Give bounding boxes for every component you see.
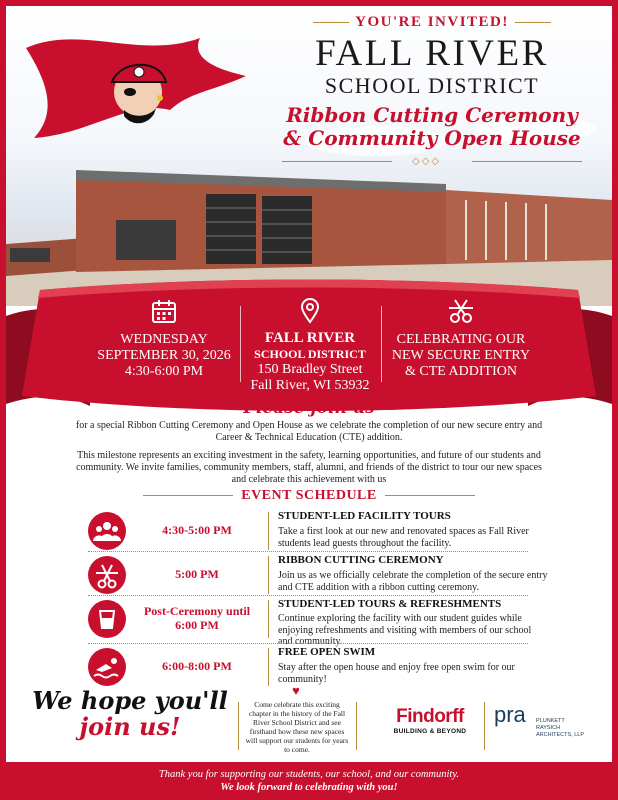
- heart-icon: ♥: [292, 683, 300, 698]
- bottom-divider: [356, 702, 357, 750]
- schedule-row: [88, 598, 532, 647]
- event-schedule-title: EVENT SCHEDULE: [241, 488, 377, 503]
- map-pin-icon: [300, 298, 320, 324]
- pra-tagline: PLUNKETT RAYSICH ARCHITECTS, LLP: [536, 718, 584, 738]
- district-name: FALL RIVER: [315, 33, 549, 74]
- cup-icon: [88, 600, 126, 638]
- findorff-logo: [384, 706, 476, 735]
- schedule-heading: STUDENT-LED TOURS & REFRESHMENTS: [278, 598, 502, 610]
- location-subname: SCHOOL DISTRICT: [254, 347, 366, 361]
- findorff-tagline: BUILDING & BEYOND: [393, 728, 467, 735]
- invited-label: YOU'RE INVITED!: [355, 14, 509, 30]
- ribbon-scissors-icon: [447, 298, 475, 324]
- location-city: Fall River, WI 53932: [250, 378, 370, 394]
- bottom-divider: [238, 702, 239, 750]
- celebrating-line3: & CTE ADDITION: [405, 364, 517, 380]
- schedule-time: 6:00-8:00 PM: [162, 659, 232, 674]
- schedule-desc: Take a first look at our new and renovated spaces as Fall River students lead guests throughout the facility.: [278, 526, 529, 549]
- pra-name: pra: [494, 702, 526, 727]
- schedule-row: [88, 554, 548, 600]
- celebrating-line2: NEW SECURE ENTRY: [391, 348, 531, 364]
- location-street: 150 Bradley Street: [257, 362, 363, 377]
- schedule-row: [88, 510, 528, 556]
- district-subname: SCHOOL DISTRICT: [324, 73, 540, 98]
- intro-text: [70, 420, 548, 486]
- calendar-icon: [151, 298, 177, 324]
- intro-paragraph-1: for a special Ribbon Cutting Ceremony and Open House as we celebrate the completion of our new secure entry and Career & Technical Education (CTE) addition.: [75, 420, 543, 443]
- swimmer-icon: [88, 648, 126, 686]
- location-name: FALL RIVER: [264, 330, 356, 346]
- dotted-divider: [88, 551, 528, 552]
- dotted-divider: [88, 643, 528, 644]
- event-title-line2: & Community Open House: [283, 126, 581, 151]
- dotted-divider: [88, 595, 528, 596]
- scissors-icon: [88, 556, 126, 594]
- schedule-desc: Stay after the open house and enjoy free open swim for our community!: [278, 662, 515, 685]
- footer-line2: We look forward to celebrating with you!: [220, 782, 398, 794]
- please-join-heading: Please join us: [243, 398, 375, 418]
- event-date: SEPTEMBER 30, 2026: [97, 348, 231, 364]
- schedule-heading: STUDENT-LED FACILITY TOURS: [278, 510, 451, 522]
- schedule-heading: FREE OPEN SWIM: [278, 646, 376, 658]
- event-title-line1: Ribbon Cutting Ceremony: [286, 103, 578, 128]
- pra-logo: [494, 702, 594, 738]
- celebrating-line1: CELEBRATING OUR: [396, 332, 526, 347]
- schedule-time: Post-Ceremony until 6:00 PM: [143, 604, 251, 632]
- hope-line1: We hope you'll: [32, 686, 228, 715]
- findorff-name: Findorff: [396, 706, 464, 727]
- schedule-desc: Join us as we officially celebrate the completion of the secure entry and CTE addition with a ribbon cutting ceremony.: [278, 570, 548, 593]
- bottom-divider: [484, 702, 485, 750]
- footer-bar: [0, 762, 618, 800]
- closing-script: [30, 688, 230, 741]
- ornament-divider: ◇◇◇: [282, 156, 582, 166]
- pirate-flag-logo: [20, 30, 250, 145]
- schedule-time: 4:30-5:00 PM: [162, 523, 232, 538]
- footer-line1: Thank you for supporting our students, our school, and our community.: [158, 769, 460, 780]
- hope-line2: join us!: [79, 712, 181, 742]
- event-day: WEDNESDAY: [120, 332, 208, 347]
- closing-message: Come celebrate this exciting chapter in the history of the Fall River School District and see firsthand how these new spaces will support our students for years to come.: [245, 700, 349, 754]
- group-icon: [88, 512, 126, 550]
- schedule-heading: RIBBON CUTTING CEREMONY: [278, 554, 444, 566]
- event-time: 4:30-6:00 PM: [124, 364, 204, 380]
- schedule-time: 5:00 PM: [175, 567, 219, 582]
- schedule-desc: Continue exploring the facility with our student guides while enjoying refreshments and visiting with members of our school and community.: [278, 613, 532, 647]
- intro-paragraph-2: This milestone represents an exciting investment in the safety, learning opportunities, and future of our students and community. We invite families, community members, staff, alumni, and friends of the district to tour our new spaces and celebrate this achievement with us: [76, 450, 542, 485]
